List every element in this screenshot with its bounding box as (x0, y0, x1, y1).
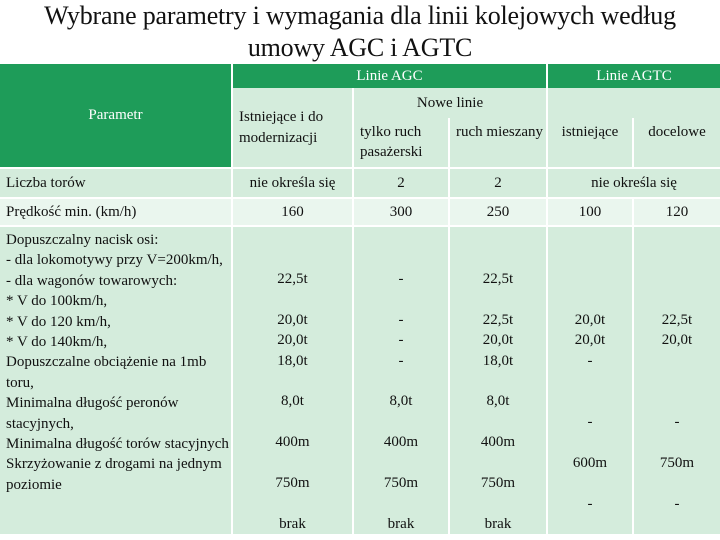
title-line-1: Wybrane parametry i wymagania dla linii kolejowych według (44, 1, 676, 30)
label-predkosc: Prędkość min. (km/h) (0, 198, 232, 226)
header-docelowe: docelowe (633, 118, 720, 168)
row-predkosc (0, 198, 720, 226)
cell-nacisk-istn: 20,0t 20,0t - - 600m - (547, 226, 633, 534)
cell-liczba-istn-mod: nie określa się (232, 168, 353, 198)
parameters-table (0, 64, 720, 534)
header-tylko-ruch: tylko ruch pasażerski (353, 118, 449, 168)
header-agtc-blank (547, 88, 720, 118)
header-row-1 (0, 64, 720, 88)
label-liczba-torow: Liczba torów (0, 168, 232, 198)
header-linie-agc: Linie AGC (232, 64, 547, 88)
cell-predkosc-istn: 100 (547, 198, 633, 226)
cell-liczba-mieszany: 2 (449, 168, 547, 198)
cell-nacisk-istn-mod: 22,5t 20,0t 20,0t 18,0t 8,0t 400m 750m brak (232, 226, 353, 534)
cell-liczba-agtc: nie określa się (547, 168, 720, 198)
header-nowe-linie: Nowe linie (353, 88, 547, 118)
header-linie-agtc: Linie AGTC (547, 64, 720, 88)
cell-nacisk-mieszany: 22,5t 22,5t 20,0t 18,0t 8,0t 400m 750m brak (449, 226, 547, 534)
label-nacisk: Dopuszczalny nacisk osi: - dla lokomotywy przy V=200km/h, - dla wagonów towarowych: * V do 100km/h, * V do 120 km/h, * V do 140km/h, Dopuszczalne obciążenie na 1mb toru, Minimalna długość peronów stacyjnych, Minimalna długość torów stacyjnych Skrzyżowanie z drogami na jednym poziomie (0, 226, 232, 534)
header-parametr: Parametr (0, 64, 232, 168)
cell-predkosc-istn-mod: 160 (232, 198, 353, 226)
row-nacisk (0, 226, 720, 534)
header-istniejace-modernizacji: Istniejące i do modernizacji (232, 88, 353, 168)
row-liczba-torow (0, 168, 720, 198)
page-title (0, 0, 720, 64)
title-line-2: umowy AGC i AGTC (247, 33, 473, 62)
cell-nacisk-tylko: - - - - 8,0t 400m 750m brak (353, 226, 449, 534)
header-ruch-mieszany: ruch mieszany (449, 118, 547, 168)
cell-nacisk-doc: 22,5t 20,0t - 750m - (633, 226, 720, 534)
cell-predkosc-tylko: 300 (353, 198, 449, 226)
cell-predkosc-mieszany: 250 (449, 198, 547, 226)
cell-predkosc-doc: 120 (633, 198, 720, 226)
cell-liczba-tylko: 2 (353, 168, 449, 198)
header-istniejace: istniejące (547, 118, 633, 168)
